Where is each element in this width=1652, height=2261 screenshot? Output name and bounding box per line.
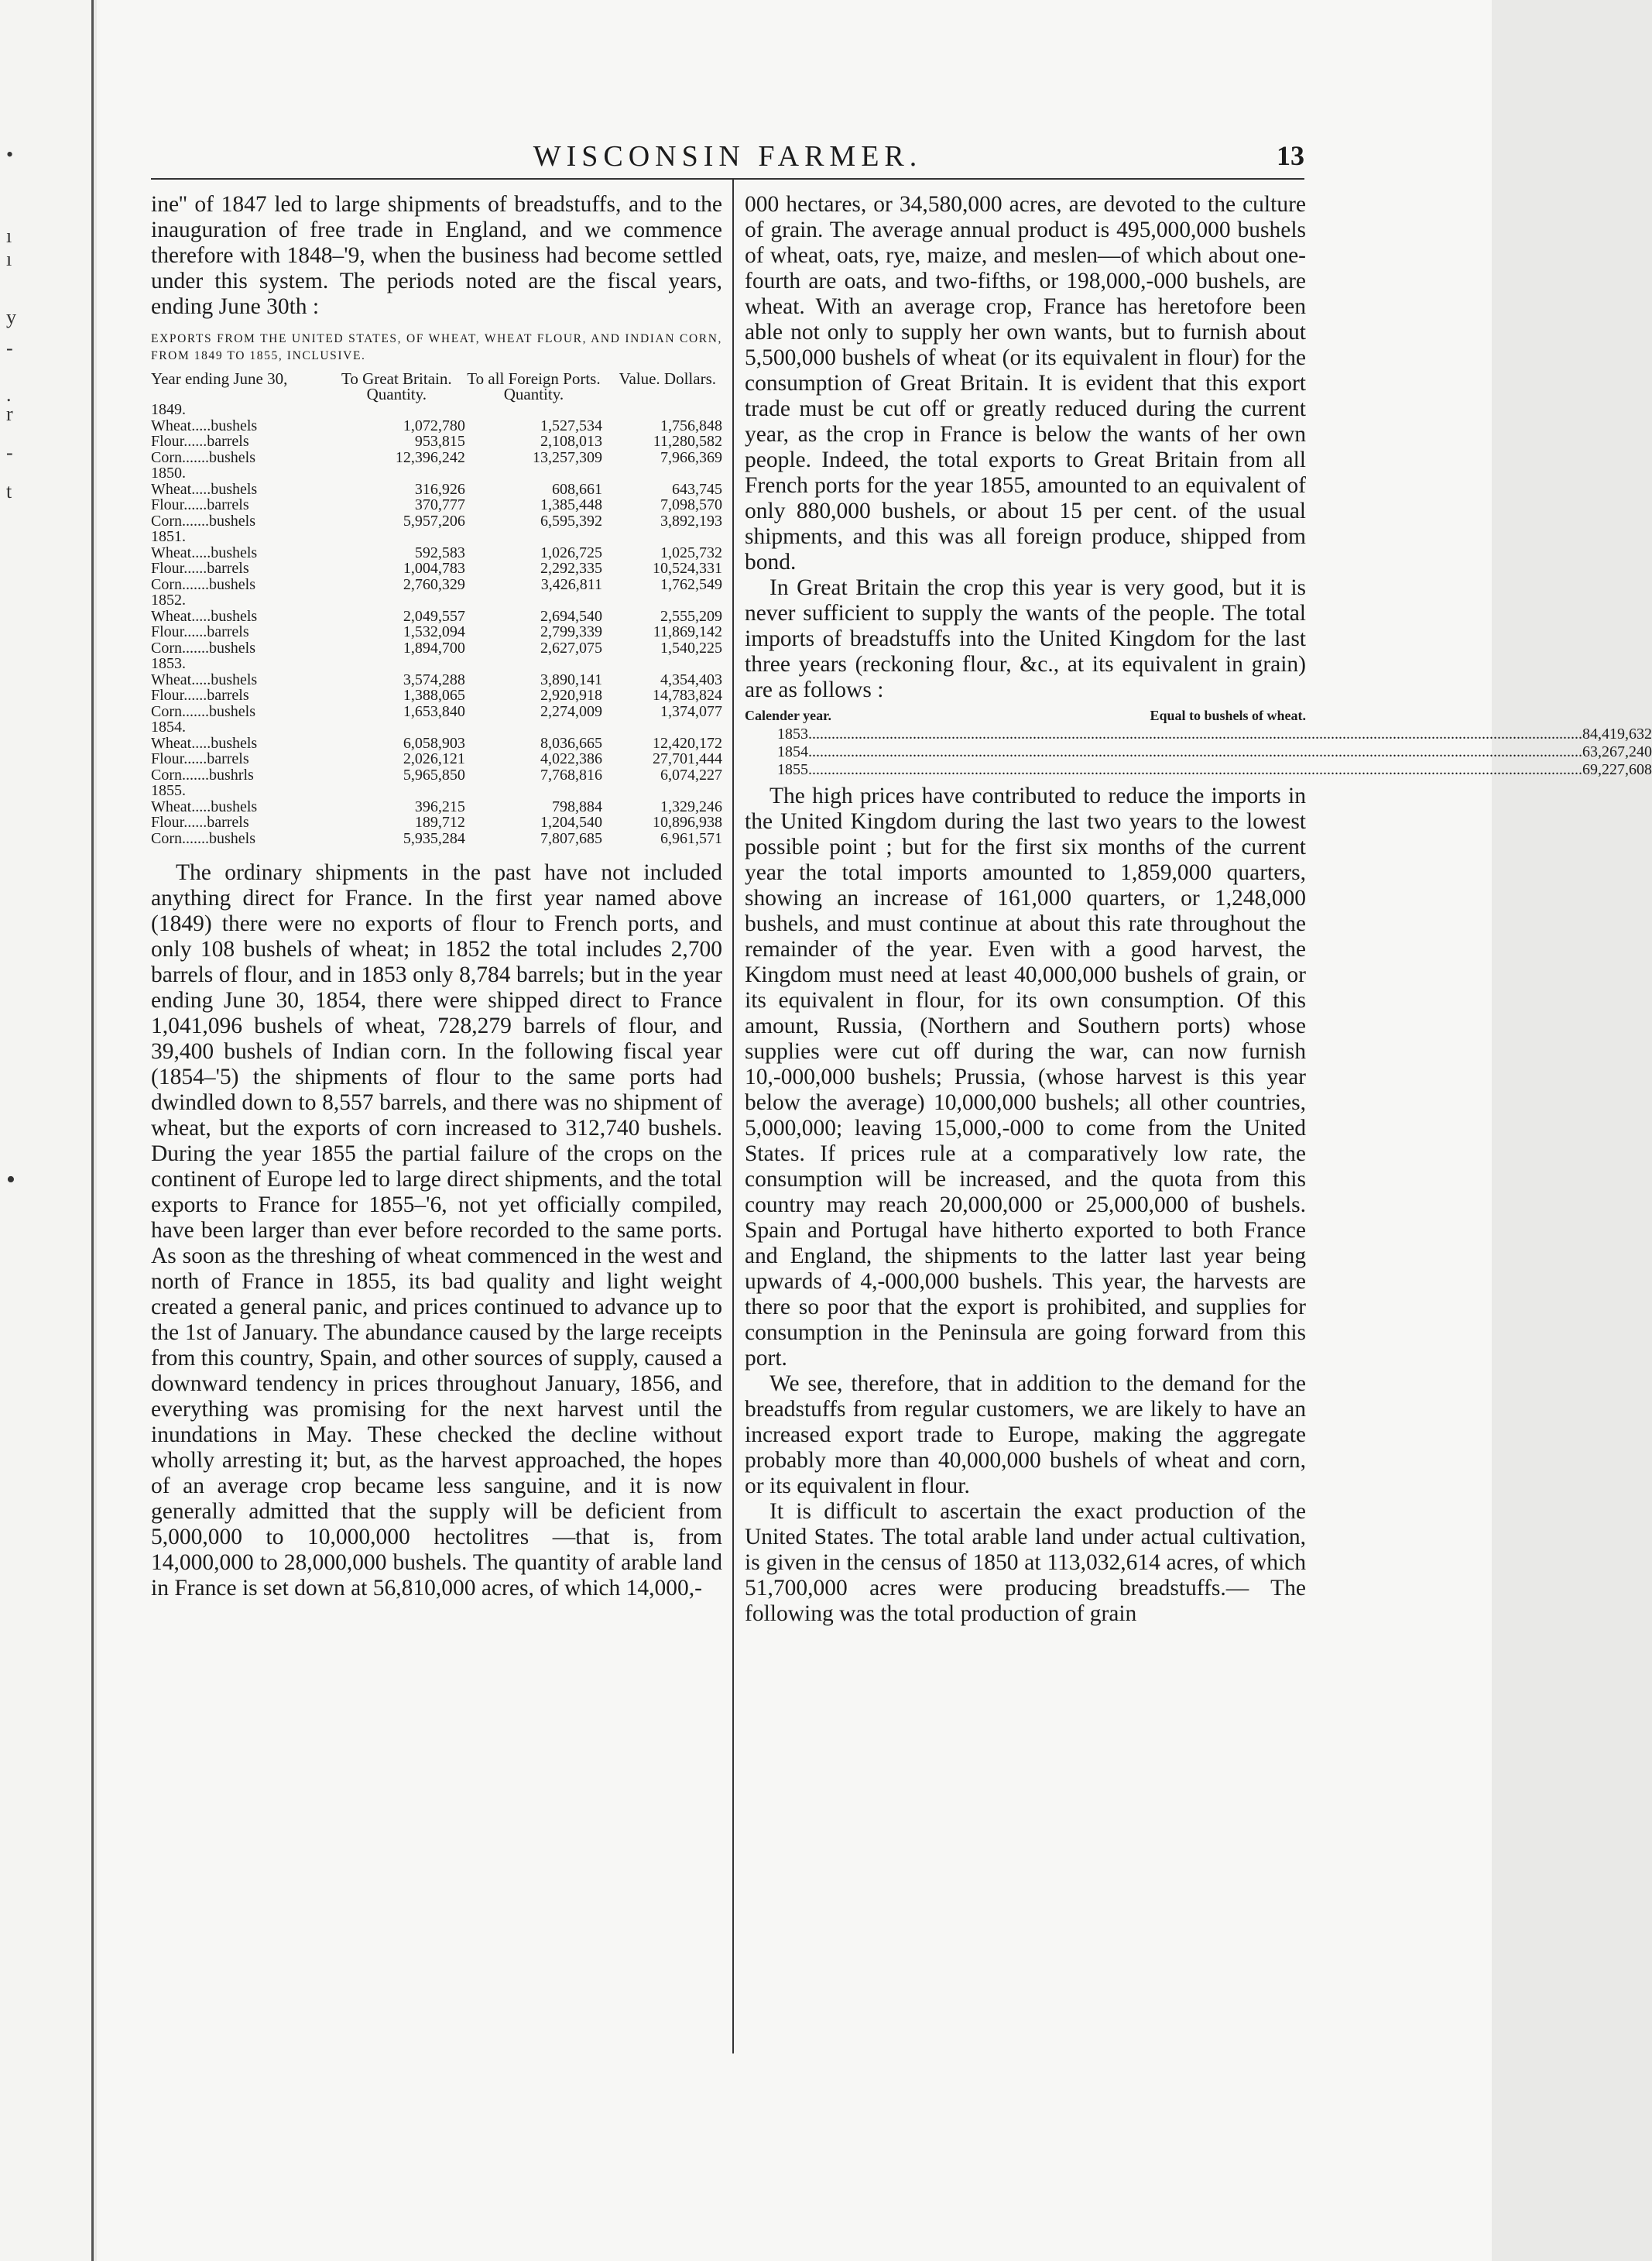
item-cell: Corn.......bushels	[151, 829, 255, 847]
column-header: Year ending June 30,	[151, 369, 288, 388]
item-cell: Wheat.....bushels	[151, 417, 258, 434]
paragraph: We see, therefore, that in addition to the demand for the breadstuffs from regular customers, we are likely to have an increased export trade to Europe, making the aggregate probably more than 40,000,000 bushels of wheat and corn, or its equivalent in flour.	[745, 1371, 1306, 1498]
strip-mark: ı	[6, 248, 12, 270]
year-row	[151, 783, 722, 799]
strip-mark: t	[6, 480, 12, 503]
year-label: 1853.	[151, 655, 186, 672]
year-row	[151, 719, 722, 736]
num-cell: 798,884	[551, 798, 602, 815]
year-row	[151, 465, 722, 482]
column-header: Value. Dollars.	[619, 369, 716, 388]
num-cell: 592,583	[414, 544, 465, 561]
num-cell: 1,532,094	[403, 623, 465, 640]
num-cell: 1,385,448	[540, 496, 602, 513]
item-cell: Flour......barrels	[151, 496, 249, 513]
num-cell: 1,004,783	[403, 560, 465, 577]
paragraph: ine'' of 1847 led to large shipments of breadstuffs, and to the inauguration of free trade in England, and we commence therefore with 1848–'9, when the business had become settled under this system. The periods noted are the fiscal years, ending June 30th :	[151, 192, 722, 319]
paragraph: The high prices have contributed to reduce the imports in the United Kingdom during the last two years to the lowest possible point ; but for the first six months of the current year the total imports amounted to 1,859,000 quarters, showing an increase of 161,000 quarters, or 1,248,000 bushels, and must continue at about this rate throughout the remainder of the year. Even with a good harvest, the Kingdom must need at least 40,000,000 bushels of grain, or its equivalent in flour, for its own consumption. Of this amount, Russia, (Northern and Southern ports) whose supplies were cut off during the war, can now furnish 10,-000,000 bushels; Prussia, (whose harvest is this year below the average) 10,000,000 bushels; all other countries, 5,000,000; leaving 15,000,-000 to come from the United States. If prices rule at a comparatively low rate, the consumption will be increased, and the quota from this country may reach 20,000,000 or 25,000,000 of bushels. Spain and Portugal have hitherto exported to both France and England, the shipments to the latter last year being upwards of 4,-000,000 bushels. This year, the harvests are there so poor that the export is prohibited, and supplies for consumption in the Peninsula are going forward from this port.	[745, 784, 1306, 1371]
num-cell: 1,653,840	[403, 702, 465, 720]
strip-mark: •	[6, 143, 14, 166]
table-row	[151, 561, 722, 577]
leader-dots: ........................................................................................................................................................................................................	[808, 743, 1582, 760]
table-row	[151, 482, 722, 498]
table-row	[151, 815, 722, 831]
imports-col-value: Equal to bushels of wheat.	[1150, 708, 1306, 723]
item-cell: Wheat.....bushels	[151, 671, 258, 688]
num-cell: 8,036,665	[540, 734, 602, 752]
num-cell: 396,215	[414, 798, 465, 815]
num-cell: 4,354,403	[660, 671, 722, 688]
num-cell: 6,595,392	[540, 512, 602, 530]
num-cell: 12,420,172	[653, 734, 722, 752]
year-row	[151, 656, 722, 672]
item-cell: Flour......barrels	[151, 433, 249, 450]
year-label: 1851.	[151, 528, 186, 545]
num-cell: 14,783,824	[653, 687, 722, 704]
table-row	[151, 688, 722, 704]
num-cell: 3,892,193	[660, 512, 722, 530]
table-row	[151, 799, 722, 815]
item-cell: Wheat.....bushels	[151, 798, 258, 815]
paragraph: 000 hectares, or 34,580,000 acres, are devoted to the culture of grain. The average annual product is 495,000,000 bushels of wheat, oats, rye, maize, and meslen—of which about one-fourth are oats, and two-fifths, or 198,000,-000 bushels, are wheat. With an average crop, France has heretofore been able not only to supply her own wants, but to furnish about 5,500,000 bushels of wheat (or its equivalent in flour) for the consumption of Great Britain. It is evident that this export trade must be cut off or greatly reduced during the current year, as the crop in France is below the wants of her own people. Indeed, the total exports to Great Britain from all French ports for the year 1855, amounted to an equivalent of only 880,000 bushels, or about 15 per cent. of the usual shipments, and this was all foreign produce, shipped from bond.	[745, 192, 1306, 575]
num-cell: 7,966,369	[660, 448, 722, 466]
year-label: 1849.	[151, 401, 186, 418]
imports-value: 69,227,608	[1582, 761, 1652, 778]
table-row	[151, 831, 722, 847]
item-cell: Wheat.....bushels	[151, 607, 258, 625]
strip-mark: ı	[6, 225, 12, 247]
imports-row	[745, 743, 1652, 761]
num-cell: 3,890,141	[540, 671, 602, 688]
num-cell: 13,257,309	[532, 448, 602, 466]
item-cell: Corn.......bushrls	[151, 766, 254, 784]
table-row	[151, 577, 722, 593]
imports-table	[745, 708, 1652, 779]
strip-mark: .	[6, 383, 12, 406]
imports-value: 63,267,240	[1582, 743, 1652, 760]
item-cell: Flour......barrels	[151, 687, 249, 704]
imports-header	[745, 708, 1306, 724]
item-cell: Corn.......bushels	[151, 448, 255, 466]
strip-mark: -	[6, 441, 13, 464]
paragraph: In Great Britain the crop this year is very good, but it is never sufficient to supply the wants of the people. The total imports of breadstuffs into the United Kingdom for the last three years (reckoning flour, &c., at its equivalent in grain) are as follows :	[745, 575, 1306, 702]
num-cell: 2,555,209	[660, 607, 722, 625]
num-cell: 7,807,685	[540, 829, 602, 847]
item-cell: Wheat.....bushels	[151, 544, 258, 561]
paragraph: The ordinary shipments in the past have not included anything direct for France. In the first year named above (1849) there were no exports of flour to French ports, and only 108 bushels of wheat; in 1852 the total includes 2,700 barrels of flour, and in 1853 only 8,784 barrels; but in the year ending June 30, 1854, there were shipped direct to France 1,041,096 bushels of wheat, 728,279 barrels of flour, and 39,400 bushels of Indian corn. In the following fiscal year (1854–'5) the shipments of flour to the same ports had dwindled down to 8,557 barrels, and there was no shipment of wheat, but the exports of corn increased to 312,740 bushels. During the year 1855 the partial failure of the crops on the continent of Europe led to large direct shipments, and the total exports to France for 1855–'6, not yet officially compiled, have been larger than ever before recorded to the same ports. As soon as the threshing of wheat commenced in the west and north of France in 1855, its bad quality and light weight created a general panic, and prices continued to advance up to the 1st of January. The abundance caused by the large receipts from this country, Spain, and other sources of supply, caused a downward tendency in prices throughout January, 1856, and everything was promising for the next harvest until the inundations in May. These checked the decline without wholly arresting it; but, as the harvest approached, the hopes of an average crop became less sanguine, and it is now generally admitted that the supply will be deficient from 5,000,000 to 10,000,000 hectolitres —that is, from 14,000,000 to 28,000,000 bushels. The quantity of arable land in France is set down at 56,810,000 acres, of which 14,000,-	[151, 860, 722, 1601]
item-cell: Corn.......bushels	[151, 702, 255, 720]
item-cell: Flour......barrels	[151, 750, 249, 767]
item-cell: Corn.......bushels	[151, 575, 255, 593]
strip-mark: r	[6, 403, 13, 425]
exports-table	[151, 371, 722, 846]
num-cell: 6,074,227	[660, 766, 722, 784]
column-header: To Great Britain. Quantity.	[341, 369, 452, 403]
left-column	[151, 192, 722, 1601]
num-cell: 6,961,571	[660, 829, 722, 847]
page-number: 13	[1277, 140, 1304, 171]
num-cell: 189,712	[414, 814, 465, 831]
strip-mark: •	[6, 1165, 15, 1194]
item-cell: Corn.......bushels	[151, 639, 255, 657]
item-cell: Flour......barrels	[151, 623, 249, 640]
table-row	[151, 704, 722, 720]
num-cell: 643,745	[672, 480, 722, 498]
table-row	[151, 672, 722, 688]
num-cell: 1,762,549	[660, 575, 722, 593]
year-row	[151, 402, 722, 418]
table-row	[151, 545, 722, 561]
num-cell: 316,926	[414, 480, 465, 498]
num-cell: 1,204,540	[540, 814, 602, 831]
item-cell: Corn.......bushels	[151, 512, 255, 530]
table-header-row	[151, 371, 722, 402]
num-cell: 2,920,918	[540, 687, 602, 704]
table-row	[151, 609, 722, 625]
item-cell: Wheat.....bushels	[151, 734, 258, 752]
table-row	[151, 751, 722, 767]
item-cell: Flour......barrels	[151, 814, 249, 831]
page-header	[151, 138, 1304, 180]
table-row	[151, 418, 722, 434]
num-cell: 10,896,938	[653, 814, 722, 831]
num-cell: 2,026,121	[403, 750, 465, 767]
table-row	[151, 450, 722, 466]
num-cell: 12,396,242	[395, 448, 465, 466]
num-cell: 2,292,335	[540, 560, 602, 577]
num-cell: 7,768,816	[540, 766, 602, 784]
num-cell: 1,388,065	[403, 687, 465, 704]
num-cell: 370,777	[414, 496, 465, 513]
num-cell: 4,022,386	[540, 750, 602, 767]
num-cell: 2,799,339	[540, 623, 602, 640]
num-cell: 1,025,732	[660, 544, 722, 561]
num-cell: 608,661	[551, 480, 602, 498]
num-cell: 2,108,013	[540, 433, 602, 450]
num-cell: 5,957,206	[403, 512, 465, 530]
num-cell: 1,756,848	[660, 417, 722, 434]
imports-row	[745, 726, 1652, 743]
num-cell: 5,935,284	[403, 829, 465, 847]
table-row	[151, 624, 722, 640]
num-cell: 11,280,582	[653, 433, 722, 450]
num-cell: 953,815	[414, 433, 465, 450]
table-row	[151, 640, 722, 657]
num-cell: 5,965,850	[403, 766, 465, 784]
num-cell: 2,627,075	[540, 639, 602, 657]
column-header: To all Foreign Ports. Quantity.	[467, 369, 601, 403]
num-cell: 3,574,288	[403, 671, 465, 688]
strip-mark: y	[6, 306, 16, 328]
num-cell: 27,701,444	[653, 750, 722, 767]
imports-row	[745, 761, 1652, 779]
num-cell: 1,540,225	[660, 639, 722, 657]
leader-dots: ........................................................................................................................................................................................................	[808, 726, 1582, 743]
table-row	[151, 434, 722, 450]
num-cell: 3,426,811	[540, 575, 602, 593]
num-cell: 2,694,540	[540, 607, 602, 625]
item-cell: Flour......barrels	[151, 560, 249, 577]
leader-dots: ........................................................................................................................................................................................................	[808, 761, 1582, 778]
num-cell: 1,894,700	[403, 639, 465, 657]
num-cell: 2,049,557	[403, 607, 465, 625]
table-row	[151, 767, 722, 784]
imports-year: 1855	[777, 761, 808, 778]
adjacent-page-strip	[0, 0, 94, 2261]
num-cell: 1,329,246	[660, 798, 722, 815]
imports-value: 84,419,632	[1582, 726, 1652, 743]
right-column	[745, 192, 1652, 1627]
year-label: 1854.	[151, 719, 186, 736]
year-label: 1850.	[151, 465, 186, 482]
imports-col-year: Calender year.	[745, 708, 831, 723]
table-title: EXPORTS FROM THE UNITED STATES, OF WHEAT, WHEAT FLOUR, AND INDIAN CORN, FROM 1849 TO 1855, INCLUSIVE.	[151, 332, 722, 362]
year-row	[151, 529, 722, 545]
num-cell: 10,524,331	[653, 560, 722, 577]
table-row	[151, 513, 722, 530]
num-cell: 1,026,725	[540, 544, 602, 561]
year-row	[151, 592, 722, 609]
num-cell: 6,058,903	[403, 734, 465, 752]
num-cell: 1,374,077	[660, 702, 722, 720]
num-cell: 2,274,009	[540, 702, 602, 720]
num-cell: 1,072,780	[403, 417, 465, 434]
imports-year: 1854	[777, 743, 808, 760]
column-rule	[732, 180, 734, 2053]
paragraph: It is difficult to ascertain the exact production of the United States. The total arable land under actual cultivation, is given in the census of 1850 at 113,032,614 acres, of which 51,700,000 acres were producing breadstuffs.— The following was the total production of grain	[745, 1499, 1306, 1626]
num-cell: 1,527,534	[540, 417, 602, 434]
num-cell: 7,098,570	[660, 496, 722, 513]
year-label: 1852.	[151, 592, 186, 609]
imports-year: 1853	[777, 726, 808, 743]
year-label: 1855.	[151, 782, 186, 799]
strip-mark: -	[6, 337, 13, 359]
running-head: WISCONSIN FARMER.	[533, 140, 923, 173]
item-cell: Wheat.....bushels	[151, 480, 258, 498]
table-row	[151, 497, 722, 513]
num-cell: 2,760,329	[403, 575, 465, 593]
table-row	[151, 736, 722, 752]
num-cell: 11,869,142	[653, 623, 722, 640]
